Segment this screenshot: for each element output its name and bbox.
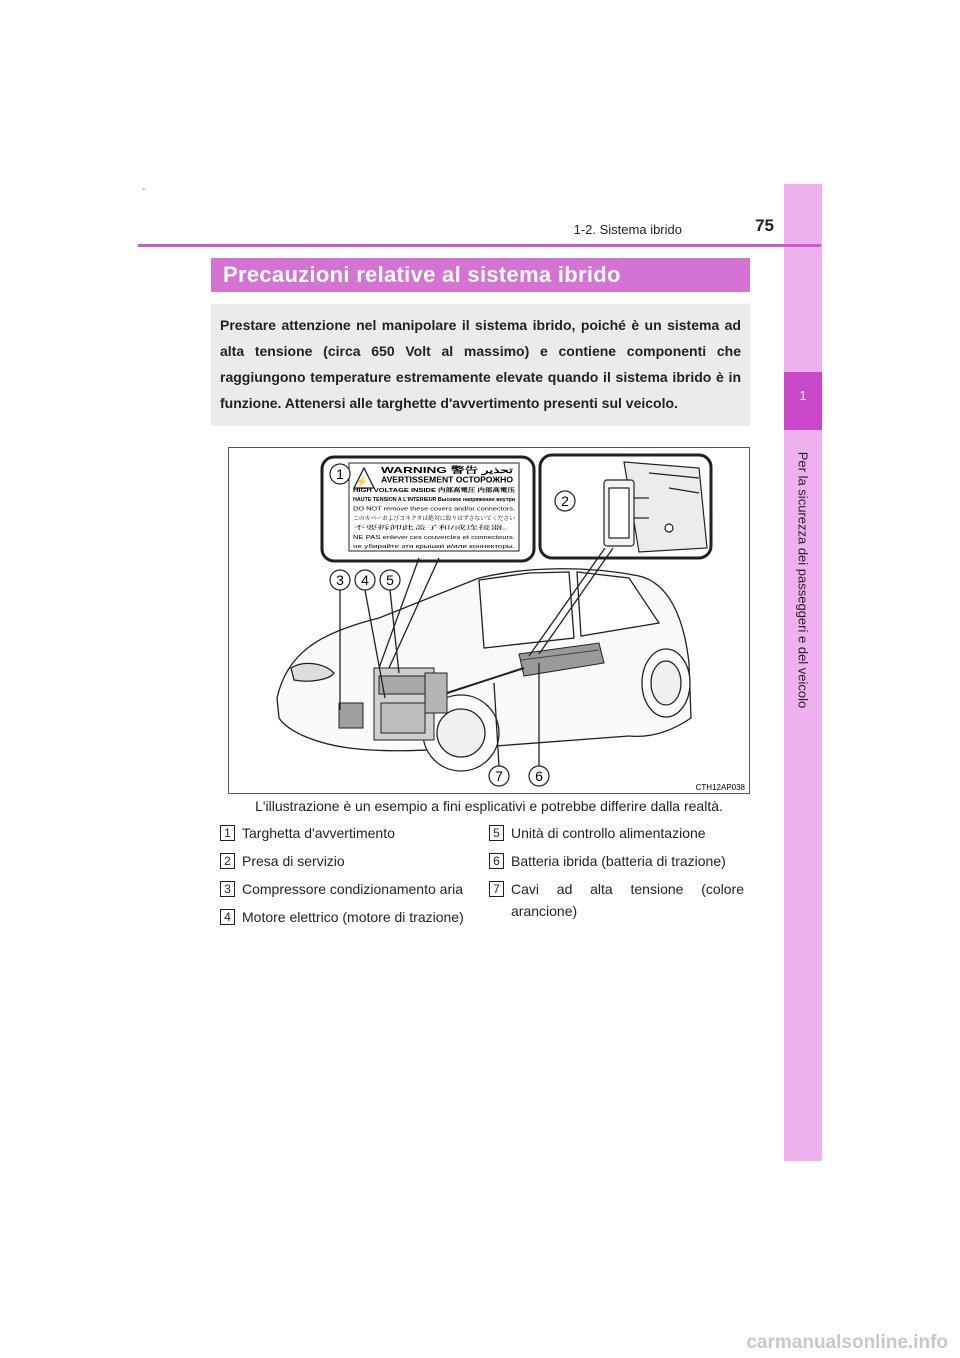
car-body <box>277 569 691 771</box>
legend-text: Targhetta d'avvertimento <box>242 825 395 841</box>
warning-label-line: AVERTISSEMENT ОСТОРОЖНО <box>381 474 514 485</box>
warning-label-line: HIGH VOLTAGE INSIDE 内部高電圧 内部高電压 <box>353 487 474 494</box>
warning-label-line: NE PAS enlever ces couvercles et connecteurs. <box>353 534 516 541</box>
legend-item <box>489 822 744 844</box>
legend-item <box>220 850 475 872</box>
chapter-number: 1 <box>799 388 807 403</box>
warning-label-line: не убирайте эти крышки и/или коннекторы. <box>353 544 466 551</box>
callout-5-text: 5 <box>386 572 394 588</box>
warning-label-line: HAUTE TENSION A L'INTERIEUR Высокое напряжение внутри <box>353 497 516 504</box>
legend-column-right <box>489 822 744 928</box>
callout-4-text: 4 <box>361 572 369 588</box>
margin-tick: - <box>142 184 146 195</box>
warning-label-line: このカバーおよびコネクタは絶対に取りはずさないでください <box>353 516 510 522</box>
warning-label-line: DO NOT remove these covers and/or connectors. <box>353 506 516 513</box>
header-rule <box>138 244 821 247</box>
chapter-title: Per la sicurezza dei passeggeri e del veicolo <box>795 451 811 709</box>
legend-column-left <box>220 822 475 934</box>
legend-item <box>220 906 475 928</box>
legend-number: 6 <box>489 853 504 869</box>
legend-item <box>489 878 744 922</box>
legend-text: Motore elettrico (motore di trazione) <box>242 909 464 925</box>
warning-label-line: WARNING 警告 تحذير <box>381 465 502 475</box>
watermark: carmanualsonline.info <box>746 1332 948 1353</box>
intro-paragraph: Prestare attenzione nel manipolare il sistema ibrido, poiché è un sistema ad alta tensione (circa 650 Volt al massimo) e contiene componenti che raggiungono temperature estremamente elevate quando il sistema ibrido è in funzione. Attenersi alle targhette d'avvertimento presenti sul veicolo. <box>211 304 750 426</box>
warning-label-line: 不要拆卸此盖子和/或连接器。 <box>353 525 428 532</box>
legend-number: 4 <box>220 909 235 925</box>
legend-item <box>220 822 475 844</box>
car-diagram <box>229 448 749 793</box>
callout-2-text: 2 <box>561 493 569 509</box>
legend-number: 3 <box>220 881 235 897</box>
legend-item <box>220 878 475 900</box>
page-number: 75 <box>755 216 774 235</box>
hybrid-system-illustration <box>228 447 750 794</box>
legend-number: 1 <box>220 825 235 841</box>
legend-number: 5 <box>489 825 504 841</box>
callout-6-text: 6 <box>535 768 543 784</box>
callout-7-text: 7 <box>495 768 503 784</box>
legend-text: Cavi ad alta tensione (colore arancione) <box>511 881 744 919</box>
legend-number: 7 <box>489 881 504 897</box>
legend-text: Batteria ibrida (batteria di trazione) <box>511 853 726 869</box>
callout-1-text: 1 <box>336 466 344 482</box>
section-title: 1-2. Sistema ibrido <box>573 222 682 237</box>
legend-text: Unità di controllo alimentazione <box>511 825 706 841</box>
callout-3-text: 3 <box>336 572 344 588</box>
warning-bolt-icon: ⚡ <box>355 477 369 488</box>
figure-code: CTH12AP038 <box>695 783 745 792</box>
legend-text: Compressore condizionamento aria <box>242 881 463 897</box>
legend-item <box>489 850 744 872</box>
legend-number: 2 <box>220 853 235 869</box>
legend-text: Presa di servizio <box>242 853 345 869</box>
page-title: Precauzioni relative al sistema ibrido <box>211 258 750 292</box>
figure-caption: L'illustrazione è un esempio a fini esplicativi e potrebbe differire dalla realtà. <box>255 798 723 814</box>
